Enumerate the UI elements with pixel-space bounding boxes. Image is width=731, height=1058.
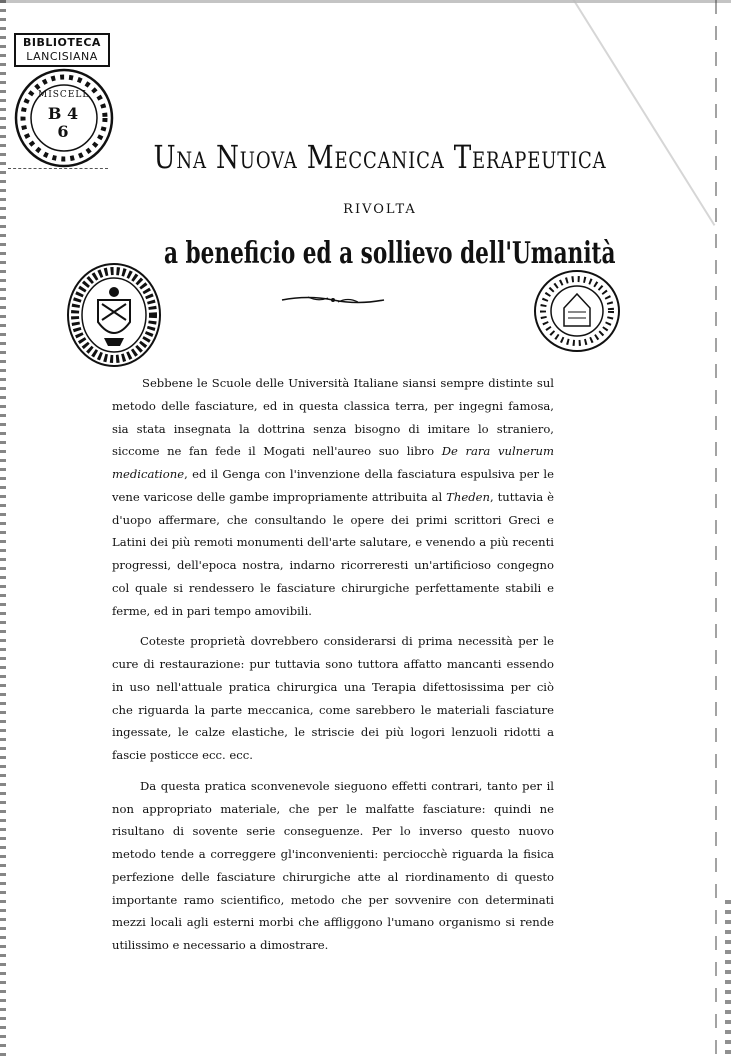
paragraph-1-part-c: , tuttavia è d'uopo affermare, che consultando le opere dei primi scrittori Greci e Latini dei più remoti monumenti dell'arte salutare, e venendo a più recenti progressi, dell'epoca nostra, indarno ricorreresti un'artificioso congegno col quale si rendessero le fasciature chirurgiche perfettamente stabili e ferme, ed in pari tempo amovibili. [112,489,554,618]
paragraph-1-part-a: Sebbene le Scuole delle Università Italiane siansi sempre distinte sul metodo delle fasciature, ed in questa classica terra, per ingegni famosa, sia stata insegnata la dottrina senza bisogno di imitare lo straniero, siccome ne fan fede il Mogati nell'aureo suo libro [112,376,554,459]
library-label-line2: LANCISIANA [26,50,98,63]
library-label-stamp [14,33,110,67]
shelf-mark-line1: MISCELL [38,90,90,100]
book-title: De rara vulnerum medicatione [112,444,554,481]
document-subtitle-dedication: a beneficio ed a sollievo dell'Umanità [163,236,616,271]
left-seal-icon [64,260,164,370]
paragraph-2: Coteste proprietà dovrebbero considerarsi di prima necessità per le cure di restaurazione: pur tuttavia sono tuttora affatto mancanti essendo in uso nell'attuale pratica chirurgica una Terapia difettosissima per ciò che riguarda la parte meccanica, come sarebbero le materiali fasciature ingessate, le calze elastiche, le striscie dei più logori lenzuoli ridotti a fascie posticce ecc. ecc. [112,634,554,762]
scan-edge-right [715,0,717,1058]
document-body [112,372,554,965]
paragraph-1-part-b: , ed il Genga con l'invenzione della fasciatura espulsiva per le vene varicose delle gambe impropriamente attribuita al [112,467,554,504]
paragraph-3: Da questa pratica sconvenevole sieguono effetti contrari, tanto per il non appropriato materiale, che per le malfatte fasciature: quindi ne risultano di sovente serie conseguenze. Per lo inverso questo nuovo metodo tende a correggere gl'inconvenienti: perciocchè riguarda la fisica perfezione delle fasciature chirurgiche atte al riordinamento di questo importante ramo scientifico, metodo che per sovvenire con determinati mezzi locali agli esterni morbi che affliggono l'umano organismo si rende utilissimo e necessario a dimostrare. [112,778,554,952]
decorative-divider-icon [278,292,388,312]
shelf-mark-line3: 6 [57,122,69,141]
shelf-mark-line2: B 4 [47,104,79,123]
right-seal-icon [532,268,622,354]
document-subtitle: RIVOLTA [343,202,417,217]
library-label-line1: BIBLIOTECA [23,36,101,49]
dotted-rule [8,168,108,169]
scan-fold-line [560,0,715,226]
scan-edge-right-bottom [725,900,731,1058]
paragraph-1 [112,372,554,622]
scan-edge-left [0,0,6,1058]
document-title: Una Nuova Meccanica Terapeutica [153,138,607,176]
author-name: Theden [446,489,490,504]
scan-edge-top [0,0,731,3]
